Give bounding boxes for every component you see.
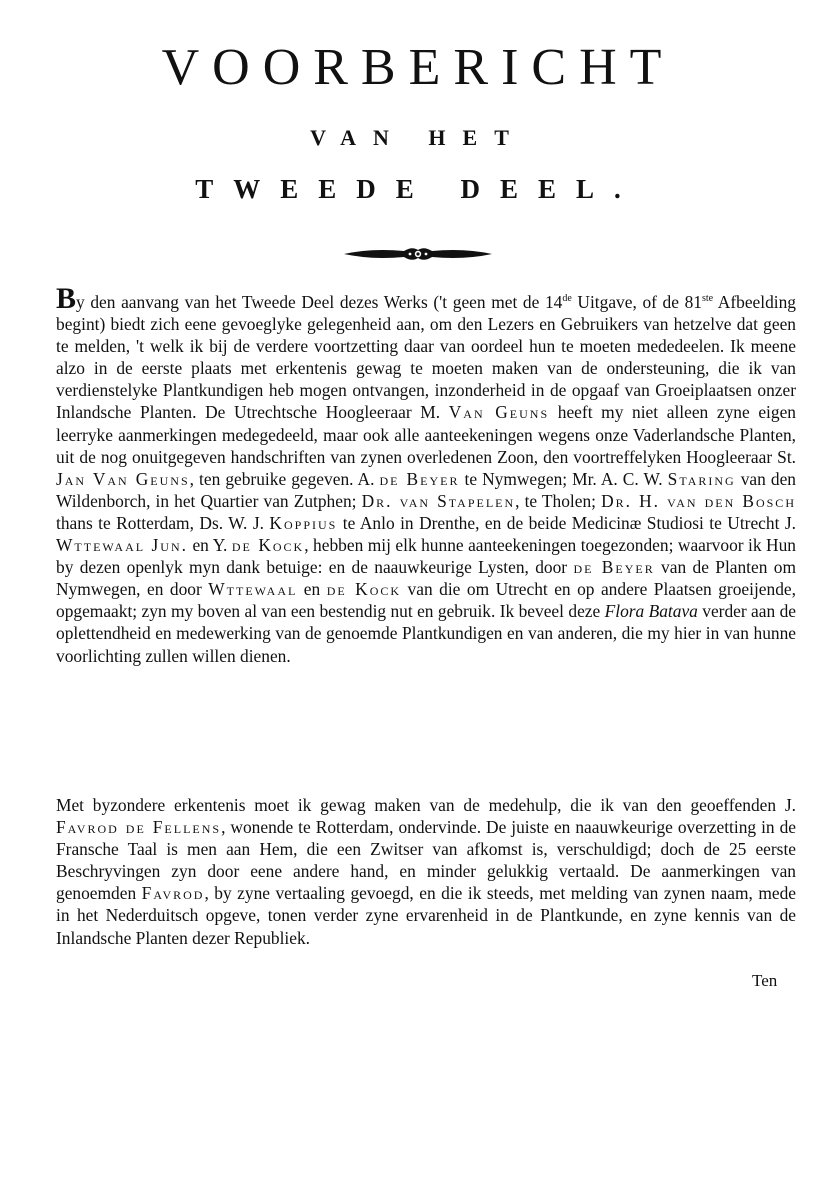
person-name: Dr. H. van den Bosch [601,490,796,511]
paragraph-1 [56,282,797,667]
text-run: van die om Utrecht en op andere Plaatsen groeijende, opgemaakt; zyn my boven al van een bestendig nut en gebruik. Ik beveel deze [56,579,796,622]
person-name: de Kock [231,535,305,556]
text-run: Afbeelding begint) biedt zich eene gevoeglyke gelegenheid aan, om den Lezers en Gebruikers van hetzelve dat geen te melden, 't welk ik bij de verdere voortzetting daar van oordeel hun te moeten mededeelen. Ik meene alzo in de eerste plaats met erkentenis gewag te moeten maken van de ondersteuning, die ik van verdienstelyke Plantkundigen heb mogen ontvangen, inzonderheid in de opgaaf van Groeiplaatsen onzer Inlandsche Planten. De Utrechtsche Hoogleeraar M. [56,292,797,423]
person-name: Wttewaal Jun. [56,535,188,556]
person-name: Jan Van Geuns [56,468,190,489]
text-run: , by zyne vertaaling gevoegd, en die ik steeds, met melding van zynen naam, mede in het Nederduitsch opgeve, tonen verder zyne ervarenheid in de Plantkunde, en zyne kennis van de Inlandsche Planten dezer Republiek. [56,883,796,948]
person-name: Dr. van Stapelen [361,490,516,511]
text-run: verder aan de oplettendheid en medewerking van de genoemde Plantkundigen en van anderen, die my hier in van hunne voorlichting zullen willen dienen. [56,601,796,666]
catchword: Ten [752,971,778,990]
person-name: Favrod de Fellens [56,817,222,838]
person-name: de Kock [326,579,402,600]
page-title: VOORBERICHT [161,39,675,96]
text-run: en [297,579,327,600]
text-run: heeft my niet alleen zyne eigen leerryke aanmerkingen medegedeeld, maar ook alle aanteekeningen wegens onze Vaderlandsche Planten, uit de nog onuitgegeven handschriften van zynen overledenen Zoon, den voortreffelyken Hoogleeraar St. [56,402,796,467]
text-run: y den aanvang van het Tweede Deel dezes Werks ('t geen met de 14 [76,292,563,312]
book-title: Flora Batava [604,601,698,622]
text-run: thans te Rotterdam, Ds. W. J. [56,512,270,533]
subtitle-van-het: VAN HET [310,125,526,150]
text-run: , te Tholen; [515,490,602,511]
superscript: de [562,293,572,305]
text-run: , hebben mij elk hunne aanteekeningen toegezonden; waarvoor ik Hun by dezen openlyk myn dank betuige: en de naauwkeurige Lysten, door [56,535,796,578]
paragraph-2 [56,794,796,949]
person-name: Van Geuns [448,402,550,423]
text-run: , wonende te Rotterdam, ondervinde. De juiste en naauwkeurige overzetting in de Fransche Taal is men aan Hem, die een Zwitser van afkomst is, verschuldigd; doch de 25 eerste Beschryvingen zyn door eene andere hand, en minder gelukkig vertaald. De aanmerkingen van genoemden [56,817,796,904]
superscript: ste [702,293,714,305]
person-name: Wttewaal [208,579,298,600]
person-name: de Beyer [573,557,655,578]
text-run: te Nymwegen; Mr. A. C. W. [459,468,668,489]
text-run: Uitgave, of de 81 [571,292,702,312]
drop-cap: B [56,282,77,315]
subtitle-tweede-deel: TWEEDE DEEL. [195,174,641,204]
person-name: Koppius [269,512,338,533]
text-run: en Y. [187,535,232,556]
text-run: , ten gebruike gegeven. A. [189,468,380,489]
text-run: Met byzondere erkentenis moet ik gewag maken van de medehulp, die ik van den geoeffenden J. [56,795,796,815]
text-run: van de Planten om Nymwegen, en door [56,557,796,600]
person-name: de Beyer [379,468,460,489]
person-name: Favrod [141,883,205,904]
person-name: Staring [667,468,736,489]
text-run: van den Wildenborch, in het Quartier van Zutphen; [56,468,796,511]
text-run: te Anlo in Drenthe, en de beide Medicinæ Studiosi te Utrecht J. [337,512,796,533]
decorative-rule-ornament-icon [342,242,494,266]
